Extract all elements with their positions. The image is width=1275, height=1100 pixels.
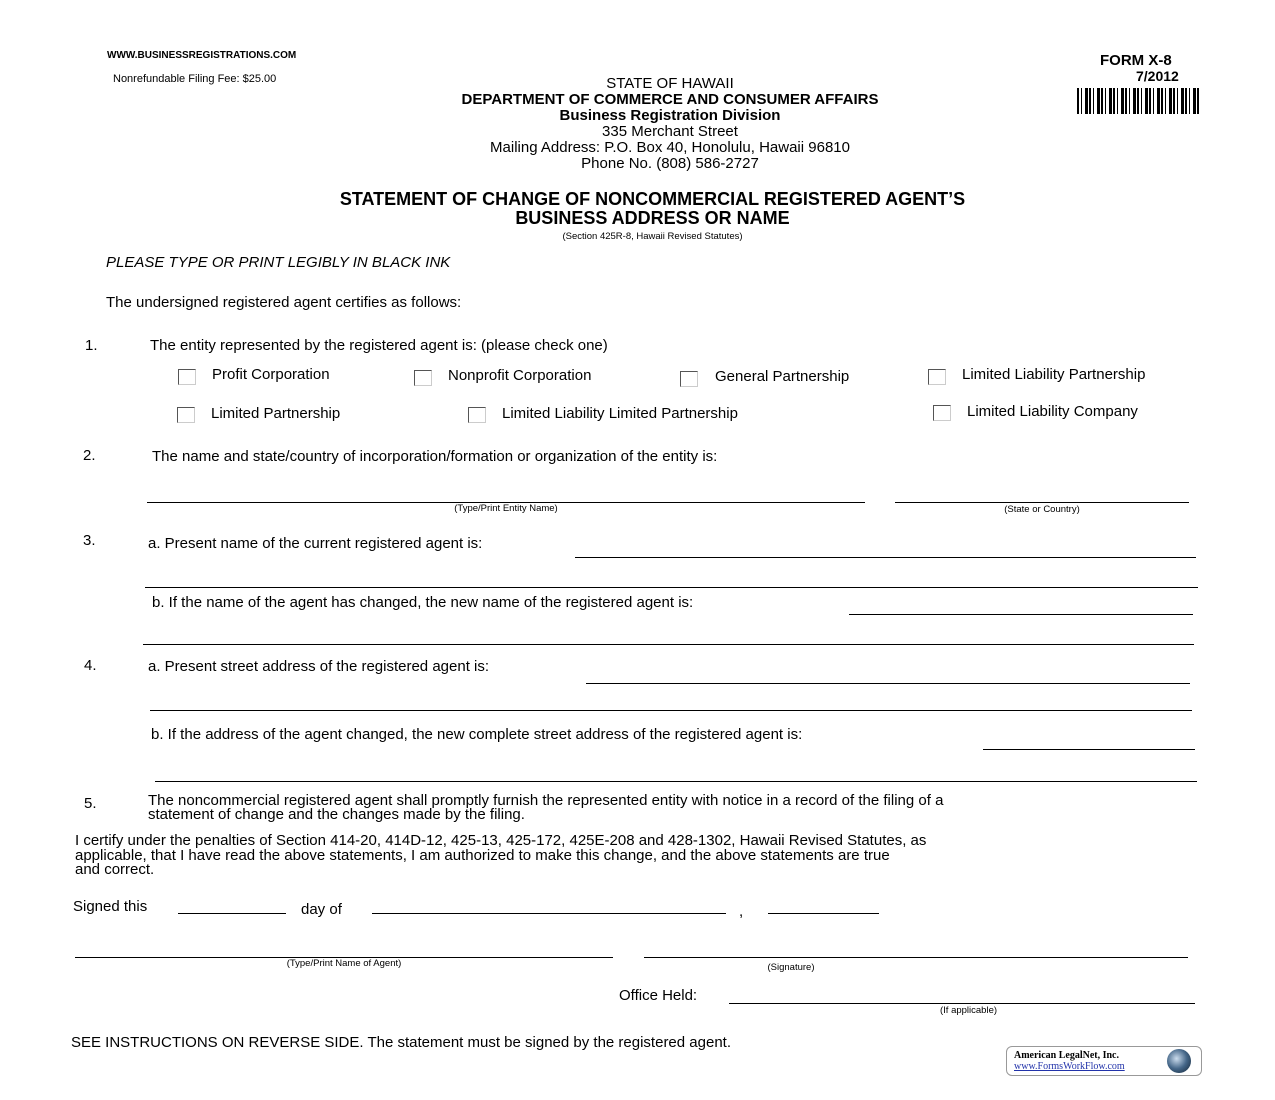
signed-this-label: Signed this (73, 898, 148, 915)
present-agent-name-field-line2[interactable] (145, 587, 1198, 588)
signature-label: (Signature) (767, 962, 815, 973)
agency-street: 335 Merchant Street (602, 123, 738, 140)
field-label (644, 962, 1275, 973)
intro-text: The undersigned registered agent certifies as follows: (106, 294, 462, 311)
checkbox-limited-liability-partnership[interactable] (928, 369, 946, 385)
checkbox-label: Nonprofit Corporation (448, 367, 592, 384)
agency-department: DEPARTMENT OF COMMERCE AND CONSUMER AFFAIRS (461, 91, 879, 108)
question-new-agent-name: b. If the name of the agent has changed, the new name of the registered agent is: (152, 594, 694, 611)
filing-fee: Nonrefundable Filing Fee: $25.00 (113, 73, 277, 85)
signature-field[interactable] (644, 957, 1188, 958)
item-number: 5. (84, 795, 97, 812)
signed-month-field[interactable] (372, 913, 726, 914)
field-label: (Type/Print Name of Agent) (286, 958, 402, 969)
item-5-text: statement of change and the changes made by the filing. (148, 806, 525, 823)
present-agent-name-field[interactable] (575, 557, 1196, 558)
agency-phone: Phone No. (808) 586-2727 (581, 155, 759, 172)
item-5-text: The noncommercial registered agent shall promptly furnish the represented entity with notice in a record of the filing of a (148, 792, 944, 809)
agency-state: STATE OF HAWAII (606, 75, 734, 92)
checkbox-profit-corporation[interactable] (178, 369, 196, 385)
new-address-field-line2[interactable] (155, 781, 1197, 782)
certification-text: applicable, that I have read the above statements, I am authorized to make this change, and the above statements are true (75, 847, 890, 864)
question-new-address: b. If the address of the agent changed, the new complete street address of the registered agent is: (151, 726, 803, 743)
ink-instructions: PLEASE TYPE OR PRINT LEGIBLY IN BLACK INK (106, 254, 451, 271)
question-present-address: a. Present street address of the registered agent is: (148, 658, 490, 675)
field-label: (If applicable) (940, 1005, 998, 1016)
comma: , (739, 903, 744, 920)
state-country-field[interactable] (895, 502, 1189, 503)
globe-icon (1167, 1049, 1191, 1073)
day-of-label: day of (301, 901, 342, 918)
signed-day-field[interactable] (178, 913, 286, 914)
checkbox-label: Limited Liability Limited Partnership (502, 405, 738, 422)
field-label: (State or Country) (1004, 504, 1080, 515)
checkbox-label: Limited Partnership (211, 405, 341, 422)
checkbox-nonprofit-corporation[interactable] (414, 370, 432, 386)
american-legalnet-logo (1006, 1046, 1202, 1076)
footer-note: SEE INSTRUCTIONS ON REVERSE SIDE. The statement must be signed by the registered agent. (71, 1034, 731, 1051)
checkbox-general-partnership[interactable] (680, 371, 698, 387)
certification-text: and correct. (75, 861, 155, 878)
checkbox-limited-liability-limited-partnership[interactable] (468, 407, 486, 423)
certification-text: I certify under the penalties of Section 414-20, 414D-12, 425-13, 425-172, 425E-208 and 428-1302, Hawaii Revised Statutes, as (75, 832, 927, 849)
logo-name: American LegalNet, Inc. (1014, 1050, 1119, 1061)
item-number: 2. (83, 447, 96, 464)
new-address-field[interactable] (983, 749, 1195, 750)
agency-division: Business Registration Division (559, 107, 781, 124)
website: WWW.BUSINESSREGISTRATIONS.COM (107, 50, 297, 61)
question-entity-type: The entity represented by the registered agent is: (please check one) (150, 337, 608, 354)
present-address-field-line2[interactable] (150, 710, 1192, 711)
office-held-field[interactable] (729, 1003, 1195, 1004)
checkbox-label: General Partnership (715, 368, 850, 385)
checkbox-label: Limited Liability Company (967, 403, 1138, 420)
checkbox-label: Limited Liability Partnership (962, 366, 1146, 383)
form-number: FORM X-8 (1100, 52, 1172, 69)
new-agent-name-field[interactable] (849, 614, 1193, 615)
statute-citation: (Section 425R-8, Hawaii Revised Statutes) (562, 231, 743, 242)
form-title-line2: BUSINESS ADDRESS OR NAME (515, 208, 790, 228)
field-label: (Type/Print Entity Name) (454, 503, 558, 514)
agency-mailing: Mailing Address: P.O. Box 40, Honolulu, Hawaii 96810 (490, 139, 850, 156)
question-entity-name: The name and state/country of incorporation/formation or organization of the entity is: (152, 448, 718, 465)
question-present-agent-name: a. Present name of the current registered agent is: (148, 535, 483, 552)
new-agent-name-field-line2[interactable] (143, 644, 1194, 645)
checkbox-label: Profit Corporation (212, 366, 330, 383)
signed-year-field[interactable] (768, 913, 879, 914)
checkbox-limited-partnership[interactable] (177, 407, 195, 423)
logo-link[interactable]: www.FormsWorkFlow.com (1014, 1061, 1125, 1072)
form-title-line1: STATEMENT OF CHANGE OF NONCOMMERCIAL REGISTERED AGENT’S (339, 189, 966, 209)
office-held-label: Office Held: (619, 987, 698, 1004)
item-number: 3. (83, 532, 96, 549)
item-number: 1. (85, 337, 98, 354)
barcode (1077, 88, 1201, 114)
item-number: 4. (84, 657, 97, 674)
present-address-field[interactable] (586, 683, 1190, 684)
form-date: 7/2012 (1136, 68, 1179, 84)
checkbox-limited-liability-company[interactable] (933, 405, 951, 421)
